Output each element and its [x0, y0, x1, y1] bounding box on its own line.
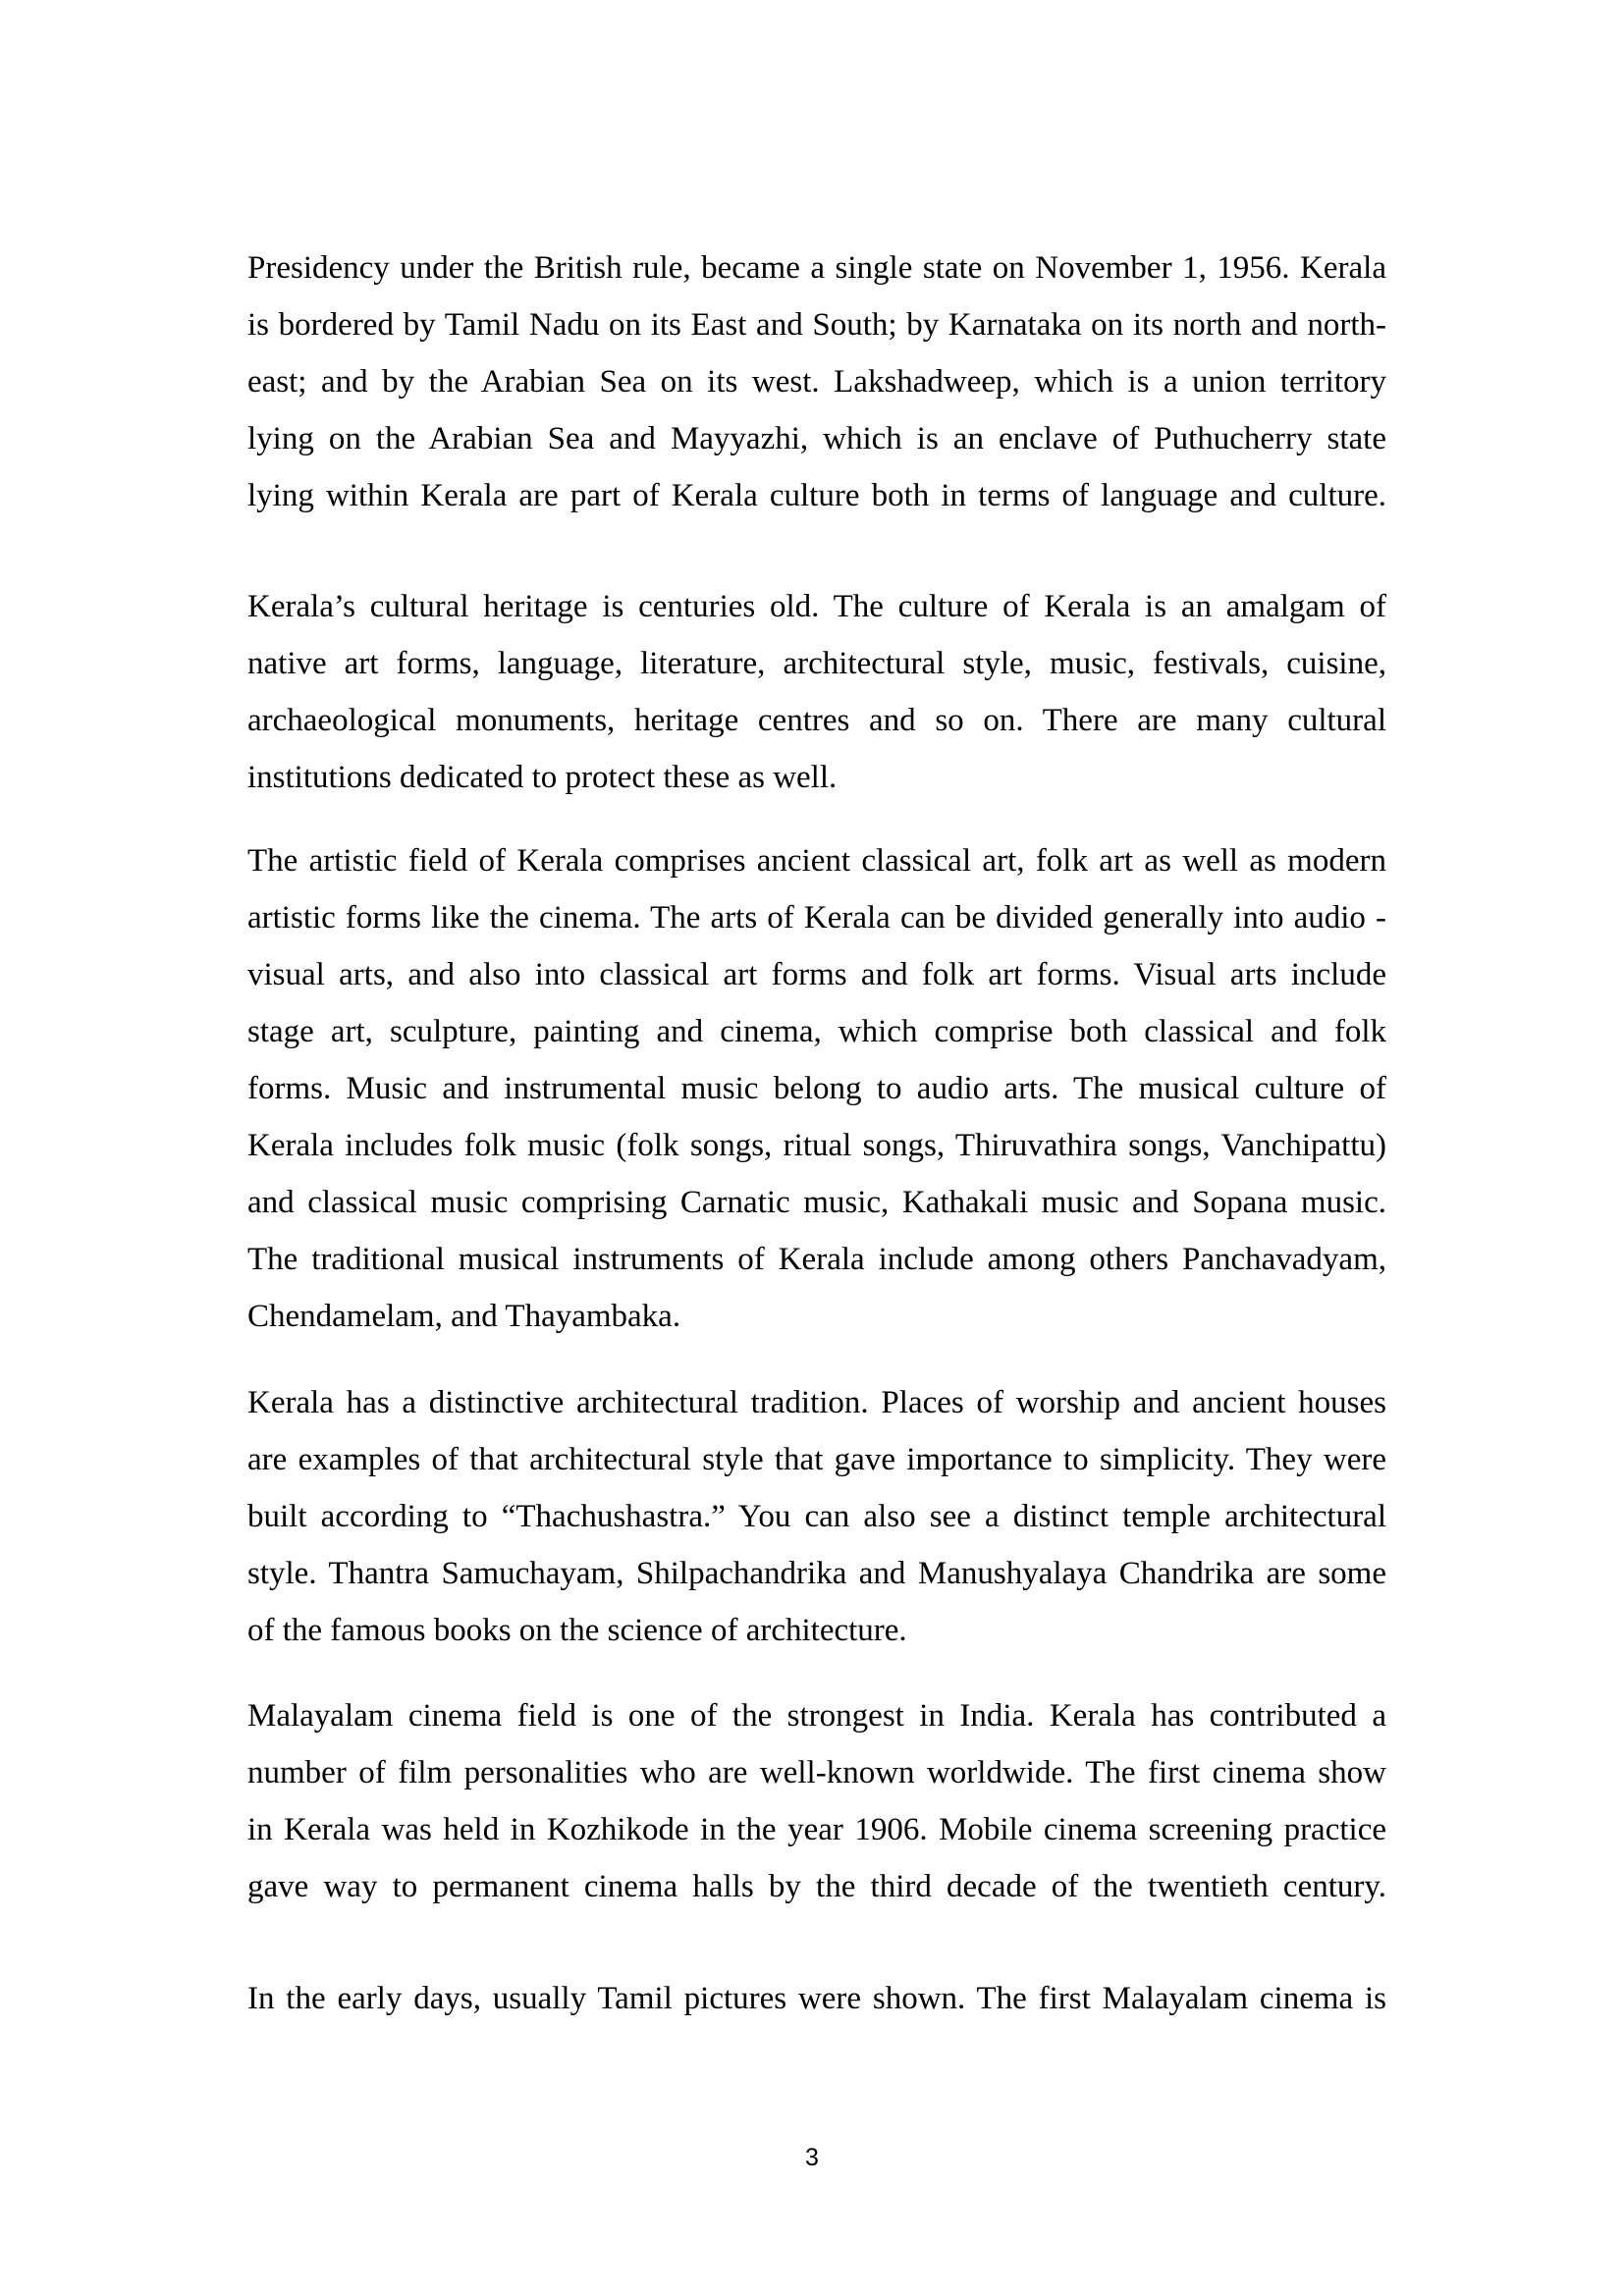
text-line: style. Thantra Samuchayam, Shilpachandrika and Manushyalaya Chandrika are some: [247, 1556, 1386, 1591]
text-line: built according to “Thachushastra.” You can also see a distinct temple architectural: [247, 1499, 1386, 1534]
text-line: institutions dedicated to protect these as well.: [247, 760, 838, 795]
text-line: The artistic field of Kerala comprises ancient classical art, folk art as well as modern: [247, 843, 1386, 879]
paragraph-artistic-field: [247, 832, 1386, 1345]
text-line: forms. Music and instrumental music belong to audio arts. The musical culture of: [247, 1071, 1386, 1106]
text-line: gave way to permanent cinema halls by the third decade of the twentieth century.: [247, 1869, 1386, 1904]
text-line: visual arts, and also into classical art forms and folk art forms. Visual arts include: [247, 957, 1386, 992]
text-line: Kerala has a distinctive architectural tradition. Places of worship and ancient houses: [247, 1385, 1386, 1420]
paragraph-architecture: [247, 1374, 1386, 1659]
text-line: Presidency under the British rule, became a single state on November 1, 1956. Kerala: [247, 250, 1386, 286]
text-line: are examples of that architectural style that gave importance to simplicity. They were: [247, 1442, 1386, 1477]
text-line: Malayalam cinema field is one of the strongest in India. Kerala has contributed a: [247, 1698, 1386, 1734]
paragraph-kerala-borders: [247, 240, 1386, 524]
text-line: artistic forms like the cinema. The arts of Kerala can be divided generally into audio -: [247, 900, 1386, 935]
text-line: number of film personalities who are well-known worldwide. The first cinema show: [247, 1755, 1386, 1790]
page-number: 3: [805, 2144, 819, 2171]
text-line: of the famous books on the science of architecture.: [247, 1613, 907, 1648]
text-line: In the early days, usually Tamil pictures were shown. The first Malayalam cinema is: [247, 1981, 1386, 2016]
text-line: Kerala includes folk music (folk songs, ritual songs, Thiruvathira songs, Vanchipattu): [247, 1128, 1386, 1163]
text-line: east; and by the Arabian Sea on its west. Lakshadweep, which is a union territory: [247, 364, 1386, 400]
text-line: Chendamelam, and Thayambaka.: [247, 1299, 681, 1334]
text-line: Kerala’s cultural heritage is centuries old. The culture of Kerala is an amalgam of: [247, 589, 1386, 624]
text-line: archaeological monuments, heritage centres and so on. There are many cultural: [247, 703, 1386, 738]
text-line: The traditional musical instruments of Kerala include among others Panchavadyam,: [247, 1242, 1386, 1277]
text-line: lying on the Arabian Sea and Mayyazhi, which is an enclave of Puthucherry state: [247, 421, 1386, 456]
text-line: and classical music comprising Carnatic music, Kathakali music and Sopana music.: [247, 1185, 1386, 1220]
text-line: in Kerala was held in Kozhikode in the year 1906. Mobile cinema screening practice: [247, 1812, 1386, 1847]
paragraph-malayalam-cinema: [247, 1687, 1386, 1915]
text-line: is bordered by Tamil Nadu on its East and South; by Karnataka on its north and north-: [247, 307, 1386, 343]
paragraph-early-days: [247, 1970, 1386, 2027]
text-line: lying within Kerala are part of Kerala culture both in terms of language and culture.: [247, 478, 1386, 513]
text-line: stage art, sculpture, painting and cinema, which comprise both classical and folk: [247, 1014, 1386, 1049]
paragraph-cultural-heritage: [247, 578, 1386, 806]
text-line: native art forms, language, literature, architectural style, music, festivals, cuisine,: [247, 646, 1386, 681]
